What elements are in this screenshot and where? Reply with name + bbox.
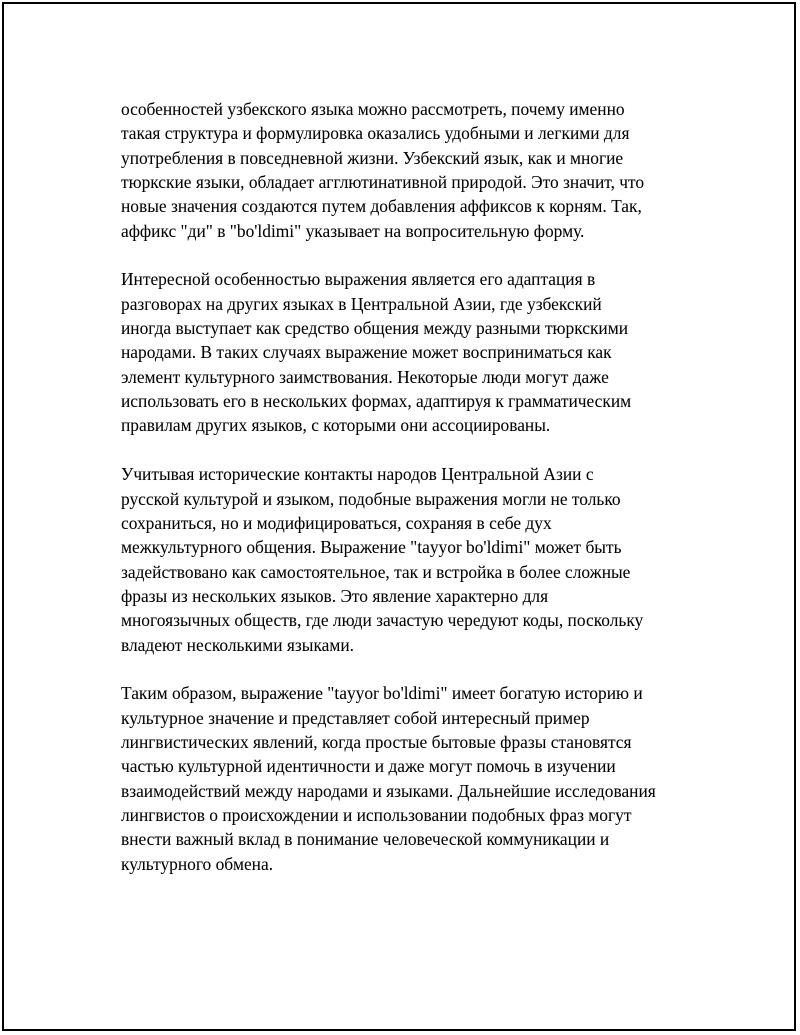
text-line: культурное значение и представляет собой интересный пример [121, 707, 590, 728]
text-line: русской культурой и языком, подобные выражения могли не только [121, 488, 621, 509]
text-line: элемент культурного заимствования. Некоторые люди могут даже [121, 366, 609, 387]
paragraph-4 [121, 681, 711, 876]
text-line: многоязычных обществ, где люди зачастую чередуют коды, поскольку [121, 610, 644, 631]
text-line: лингвистов о происхождении и использовании подобных фраз могут [121, 804, 632, 825]
document-body [121, 97, 711, 900]
text-line: использовать его в нескольких формах, адаптируя к грамматическим [121, 391, 632, 412]
text-line: разговорах на других языках в Центральной Азии, где узбекский [121, 293, 602, 314]
text-line: частью культурной идентичности и даже могут помочь в изучении [121, 756, 616, 777]
text-line: Учитывая исторические контакты народов Центральной Азии с [121, 464, 594, 485]
text-line: новые значения создаются путем добавления аффиксов к корням. Так, [121, 196, 642, 217]
text-line: особенностей узбекского языка можно рассмотреть, почему именно [121, 99, 625, 119]
text-line: тюркские языки, обладает агглютинативной природой. Это значит, что [121, 172, 645, 193]
text-line: внести важный вклад в понимание человеческой коммуникации и [121, 829, 610, 850]
text-line: такая структура и формулировка оказались удобными и легкими для [121, 123, 630, 144]
paragraph-2 [121, 267, 711, 437]
document-page [2, 2, 796, 1031]
text-line: народами. В таких случаях выражение может восприниматься как [121, 342, 612, 363]
text-line: задействовано как самостоятельное, так и встройка в более сложные [121, 561, 631, 582]
paragraph-1 [121, 97, 711, 243]
text-line: правилам других языков, с которыми они ассоциированы. [121, 415, 551, 436]
text-line: владеют несколькими языками. [121, 634, 355, 655]
text-line: межкультурного общения. Выражение "tayyor bo'ldimi" может быть [121, 537, 622, 558]
text-line: Интересной особенностью выражения является его адаптация в [121, 269, 596, 290]
paragraph-3 [121, 462, 711, 657]
text-line: употребления в повседневной жизни. Узбекский язык, как и многие [121, 147, 624, 168]
text-line: аффикс "ди" в "bo'ldimi" указывает на вопросительную форму. [121, 220, 585, 241]
text-line: взаимодействий между народами и языками. Дальнейшие исследования [121, 780, 656, 801]
text-line: иногда выступает как средство общения между разными тюркскими [121, 318, 629, 339]
text-line: лингвистических явлений, когда простые бытовые фразы становятся [121, 731, 632, 752]
text-line: культурного обмена. [121, 853, 274, 874]
text-line: сохраниться, но и модифицироваться, сохраняя в себе дух [121, 512, 552, 533]
text-line: фразы из нескольких языков. Это явление характерно для [121, 585, 549, 606]
text-line: Таким образом, выражение "tayyor bo'ldimi" имеет богатую историю и [121, 683, 643, 704]
